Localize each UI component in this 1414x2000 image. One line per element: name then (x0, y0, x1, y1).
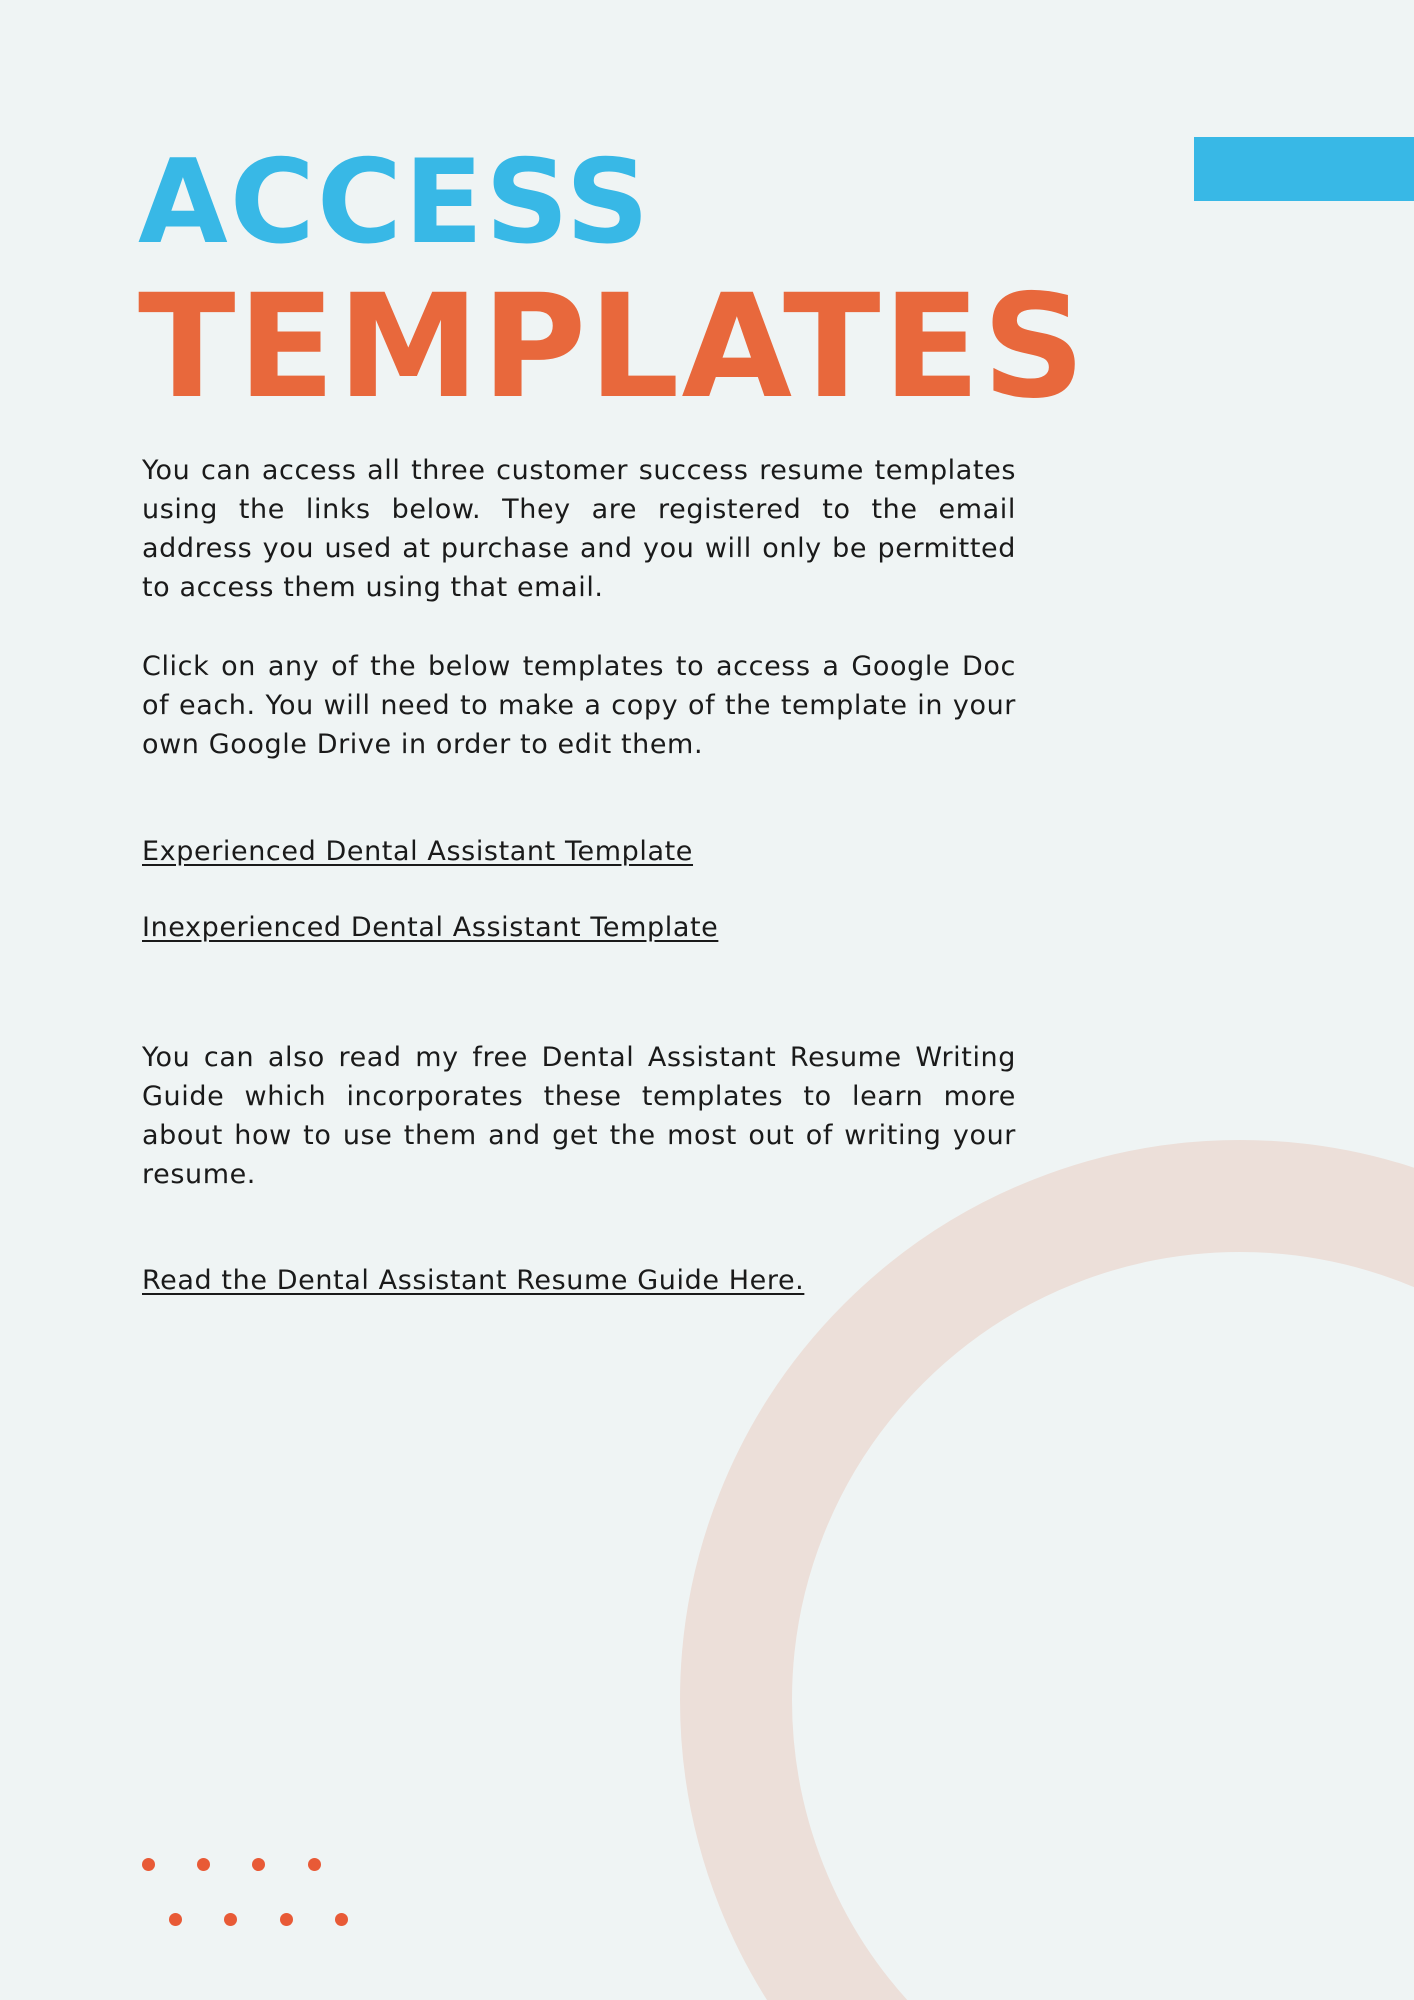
dot (169, 1913, 182, 1926)
dot (252, 1858, 265, 1871)
dot (280, 1913, 293, 1926)
inexperienced-template-link[interactable]: Inexperienced Dental Assistant Template (142, 912, 719, 943)
title-templates: TEMPLATES (138, 263, 1088, 430)
dot (197, 1858, 210, 1871)
resume-guide-link[interactable]: Read the Dental Assistant Resume Guide Here. (142, 1265, 805, 1296)
accent-bar (1194, 137, 1414, 201)
dot (224, 1913, 237, 1926)
dot (308, 1858, 321, 1871)
intro-paragraph-1: You can access all three customer success resume templates using the links below. They are registered to the email address you used at purchase and you will only be permitted to access them using that email. (142, 455, 1016, 603)
guide-paragraph: You can also read my free Dental Assistant Resume Writing Guide which incorporates these templates to learn more about how to use them and get the most out of writing your resume. (142, 1042, 1016, 1190)
intro-paragraph-2: Click on any of the below templates to access a Google Doc of each. You will need to make a copy of the template in your own Google Drive in order to edit them. (142, 651, 1016, 760)
dot (335, 1913, 348, 1926)
experienced-template-link[interactable]: Experienced Dental Assistant Template (142, 836, 694, 867)
title-access: ACCESS (138, 135, 652, 270)
dot (142, 1858, 155, 1871)
